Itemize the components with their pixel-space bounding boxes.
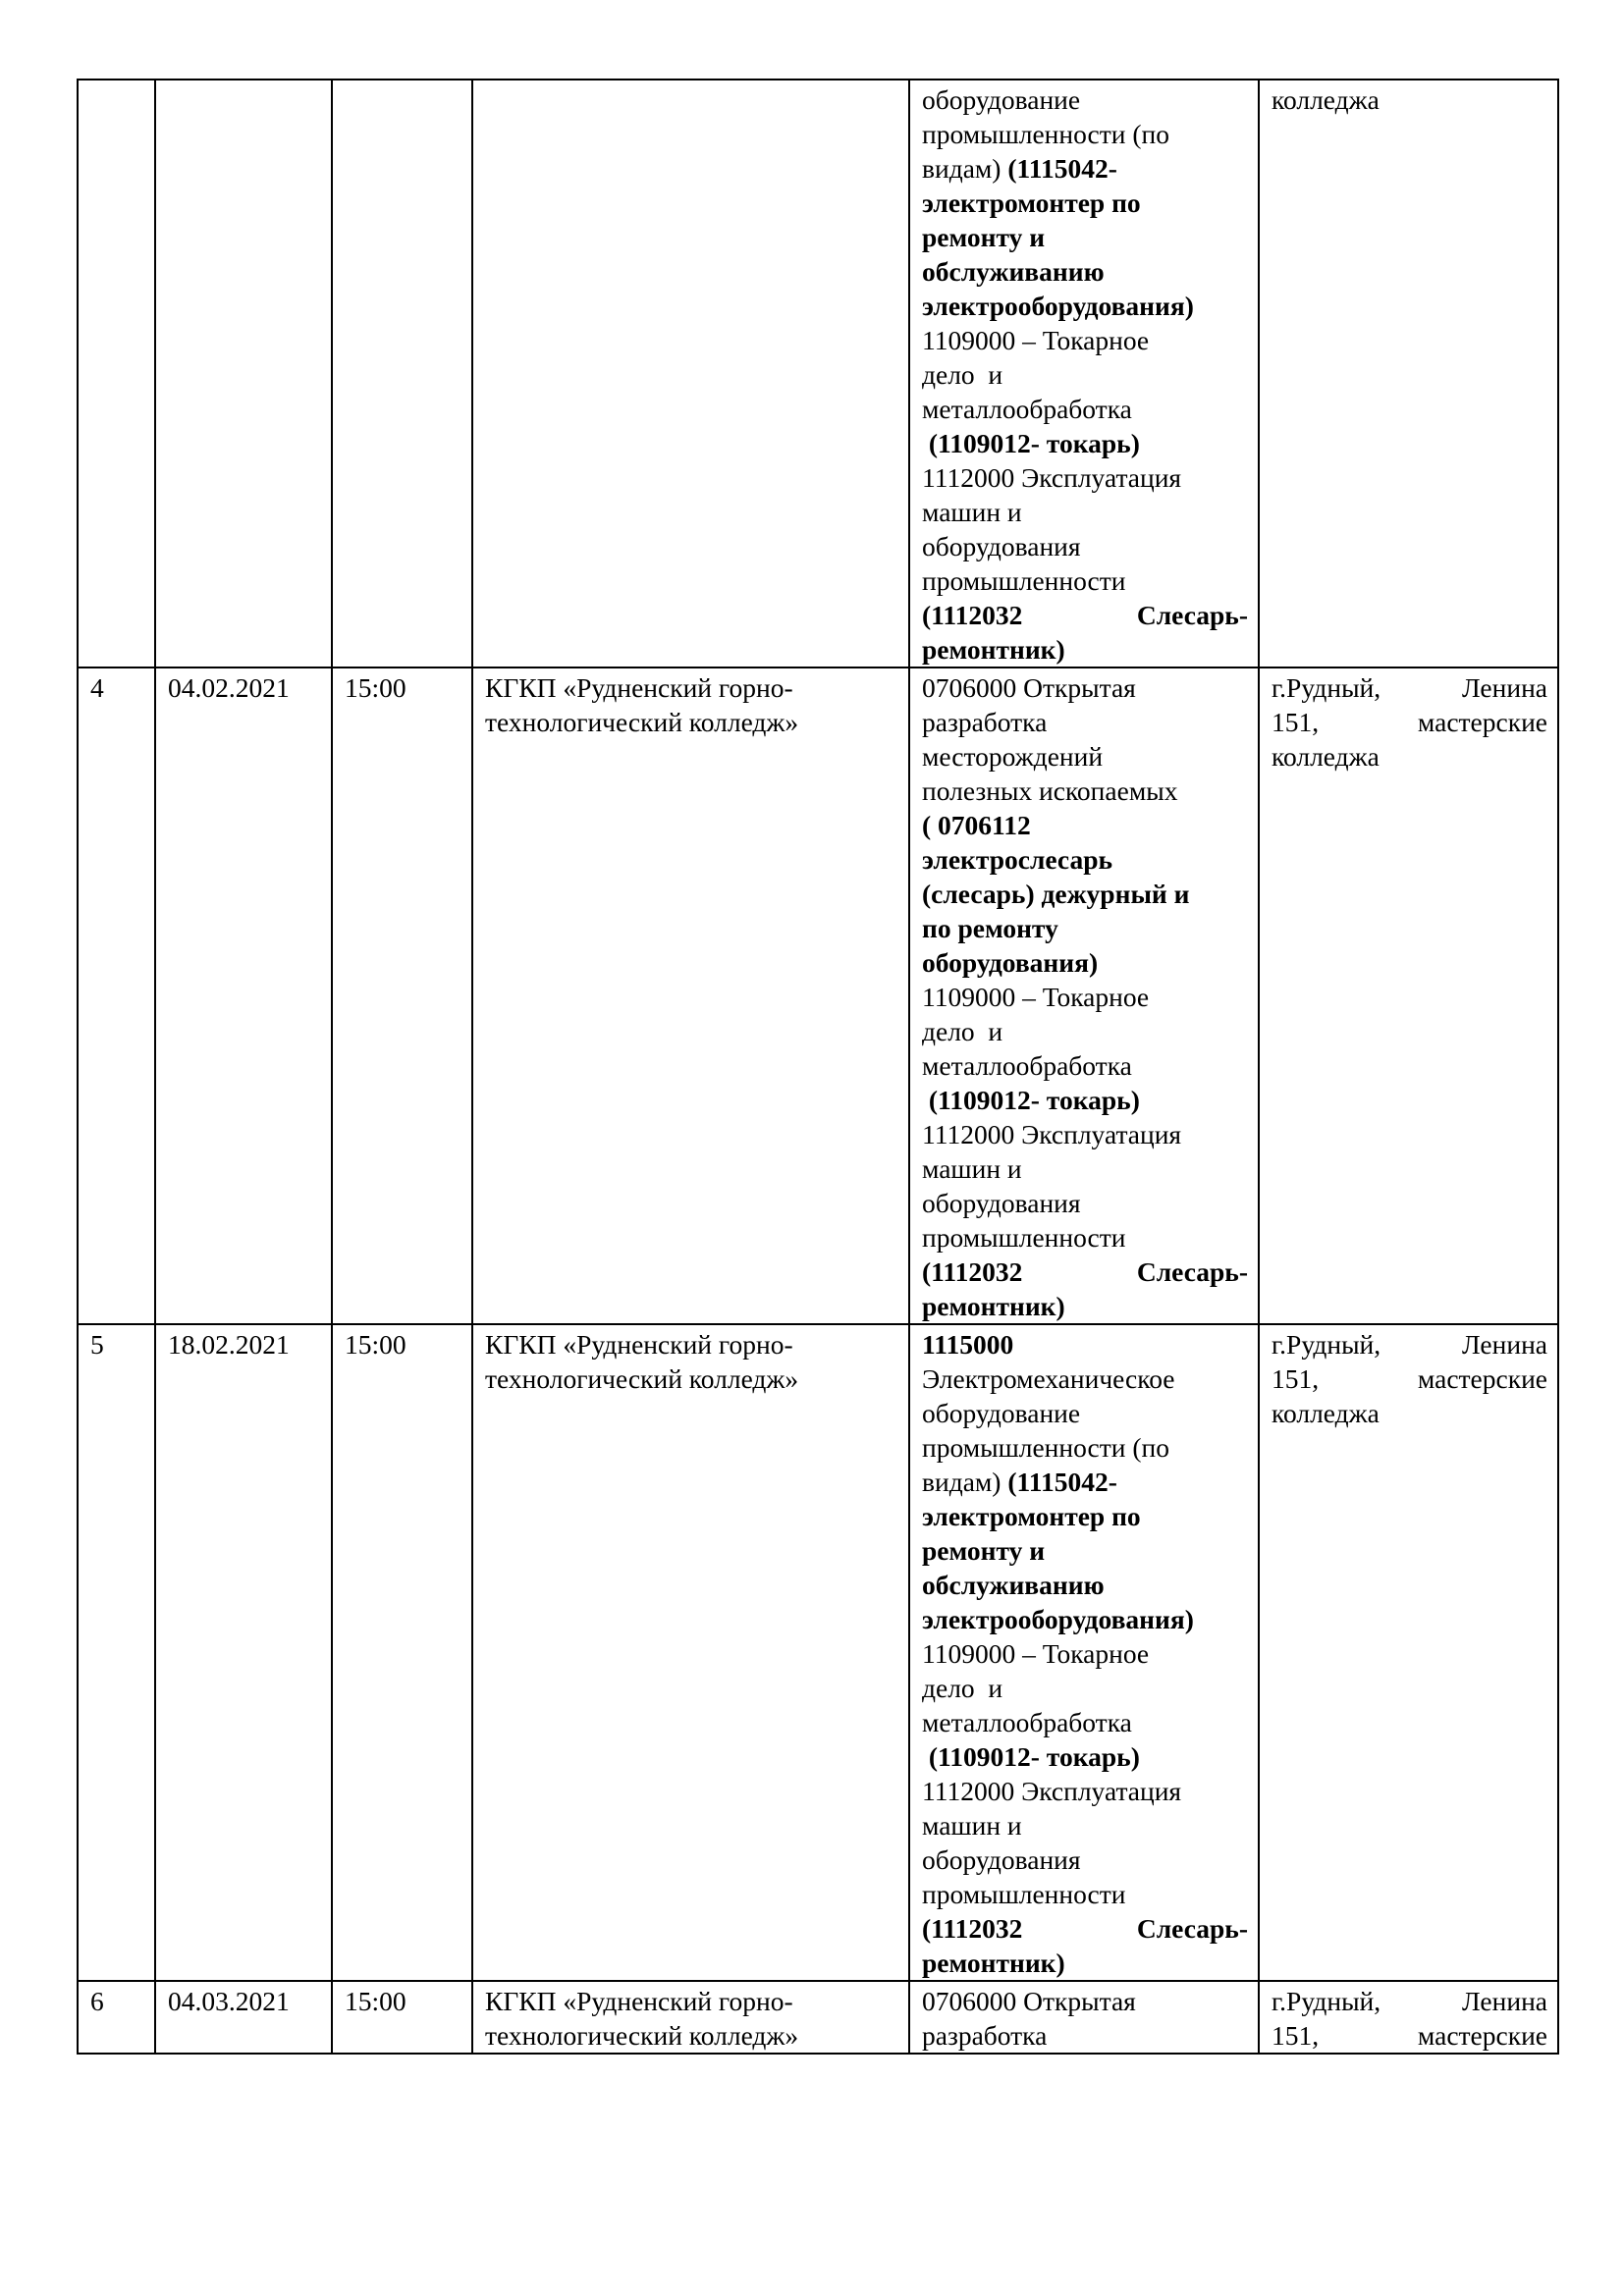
specialty-line-text: по ремонту (922, 913, 1058, 943)
specialty-line (922, 1946, 1248, 1980)
specialty-line-text: оборудование (922, 84, 1081, 115)
specialty-line (922, 1327, 1248, 1362)
specialty-line-code: (1115042- (1007, 1467, 1117, 1497)
specialty-line-text: 1109000 – Токарное (922, 982, 1150, 1012)
specialty-line-text: ремонту и (922, 1535, 1046, 1566)
specialty-line-text: дело и (922, 359, 1003, 390)
specialty-cell (909, 80, 1259, 667)
specialty-line (922, 739, 1248, 774)
specialty-line-text: ( 0706112 (922, 810, 1031, 840)
specialty-line-text: видам) (922, 153, 1008, 184)
specialty-line-text: промышленности (922, 1879, 1126, 1909)
specialty-line-text: (1109012- токарь) (922, 428, 1140, 458)
location-line: колледжа (1272, 84, 1380, 115)
specialty-line-text: 1115000 (922, 1329, 1014, 1360)
specialty-line (922, 1430, 1248, 1465)
specialty-line-text: металлообработка (922, 394, 1132, 424)
specialty-cell (909, 1981, 1259, 2054)
table-row (78, 1324, 1558, 1981)
specialty-line-text: (1112032 Слесарь- (922, 1913, 1248, 1944)
specialty-line-text: ремонтник) (922, 634, 1065, 665)
specialty-line-text: электрооборудования) (922, 1604, 1194, 1634)
specialty-line (922, 1602, 1248, 1636)
date-cell: 04.03.2021 (155, 1981, 332, 2054)
specialty-line (922, 1083, 1248, 1117)
specialty-line-text: промышленности (922, 1222, 1126, 1253)
specialty-line (922, 842, 1248, 877)
specialty-line-text: машин и (922, 1153, 1022, 1184)
specialty-line (922, 1877, 1248, 1911)
specialty-line (922, 980, 1248, 1014)
specialty-line (922, 1362, 1248, 1396)
specialty-line (922, 670, 1248, 705)
specialty-line (922, 1636, 1248, 1671)
time-cell: 15:00 (332, 1981, 472, 2054)
specialty-line-text: оборудования (922, 531, 1081, 561)
specialty-line (922, 323, 1248, 357)
specialty-line (922, 1774, 1248, 1808)
specialty-line (922, 1808, 1248, 1842)
specialty-line (922, 598, 1248, 632)
specialty-line-text: 1112000 Эксплуатация (922, 1119, 1182, 1149)
exam-schedule-table (77, 79, 1559, 2055)
specialty-line (922, 1984, 1248, 2018)
specialty-line-text: 1112000 Эксплуатация (922, 462, 1182, 493)
specialty-line-text: 1109000 – Токарное (922, 325, 1150, 355)
specialty-line-text: металлообработка (922, 1050, 1132, 1081)
location-cell (1259, 80, 1558, 667)
location-line: колледжа (1272, 1398, 1380, 1428)
date-cell: 04.02.2021 (155, 667, 332, 1324)
specialty-line-text: видам) (922, 1467, 1008, 1497)
specialty-line-code: (1115042- (1007, 153, 1117, 184)
table-row (78, 1981, 1558, 2054)
specialty-line (922, 1499, 1248, 1533)
specialty-line (922, 808, 1248, 842)
location-cell (1259, 1324, 1558, 1981)
specialty-line-text: электромонтер по (922, 1501, 1141, 1531)
specialty-line (922, 1671, 1248, 1705)
location-line: 151, мастерские (1272, 1363, 1547, 1394)
specialty-line-text: Электромеханическое (922, 1363, 1175, 1394)
organization-cell (472, 80, 909, 667)
specialty-line-text: электрослесарь (922, 844, 1113, 875)
specialty-cell (909, 667, 1259, 1324)
specialty-line-text: электрооборудования) (922, 291, 1194, 321)
time-cell: 15:00 (332, 667, 472, 1324)
specialty-line (922, 495, 1248, 529)
specialty-line (922, 151, 1248, 186)
row-number-cell: 5 (78, 1324, 155, 1981)
time-cell: 15:00 (332, 1324, 472, 1981)
specialty-line (922, 1255, 1248, 1289)
row-number-cell (78, 80, 155, 667)
specialty-line-text: оборудование (922, 1398, 1081, 1428)
organization-cell: КГКП «Рудненский горно-технологический колледж» (472, 1981, 909, 2054)
location-line: г.Рудный, Ленина (1272, 1986, 1547, 2016)
specialty-line (922, 877, 1248, 911)
specialty-line (922, 563, 1248, 598)
row-number-cell: 4 (78, 667, 155, 1324)
specialty-line-text: промышленности (по (922, 119, 1169, 149)
specialty-line (922, 392, 1248, 426)
specialty-line (922, 1117, 1248, 1151)
table-row (78, 80, 1558, 667)
specialty-line-text: оборудования) (922, 947, 1099, 978)
specialty-line (922, 1842, 1248, 1877)
specialty-line-text: разработка (922, 707, 1048, 737)
schedule-body (78, 80, 1558, 2054)
location-line: колледжа (1272, 741, 1380, 772)
specialty-line (922, 186, 1248, 220)
specialty-line (922, 1739, 1248, 1774)
specialty-line-text: 1112000 Эксплуатация (922, 1776, 1182, 1806)
specialty-cell (909, 1324, 1259, 1981)
specialty-line (922, 1289, 1248, 1323)
specialty-line (922, 460, 1248, 495)
location-line: 151, мастерские (1272, 707, 1547, 737)
specialty-line-text: разработка (922, 2020, 1048, 2051)
specialty-line (922, 426, 1248, 460)
specialty-line (922, 1014, 1248, 1048)
specialty-line (922, 254, 1248, 289)
specialty-line-text: ремонтник) (922, 1291, 1065, 1321)
specialty-line (922, 1705, 1248, 1739)
time-cell (332, 80, 472, 667)
specialty-line (922, 632, 1248, 667)
specialty-line-text: промышленности (по (922, 1432, 1169, 1463)
date-cell (155, 80, 332, 667)
specialty-line (922, 289, 1248, 323)
specialty-line-text: (1109012- токарь) (922, 1085, 1140, 1115)
organization-cell: КГКП «Рудненский горно-технологический колледж» (472, 1324, 909, 1981)
specialty-line-text: ремонту и (922, 222, 1046, 252)
specialty-line (922, 1186, 1248, 1220)
specialty-line-text: оборудования (922, 1844, 1081, 1875)
organization-cell: КГКП «Рудненский горно-технологический колледж» (472, 667, 909, 1324)
specialty-line (922, 1048, 1248, 1083)
specialty-line-text: 0706000 Открытая (922, 1986, 1136, 2016)
specialty-line-text: (1109012- токарь) (922, 1741, 1140, 1772)
specialty-line (922, 1911, 1248, 1946)
specialty-line-text: (слесарь) дежурный и (922, 879, 1190, 909)
specialty-line-text: (1112032 Слесарь- (922, 1256, 1248, 1287)
specialty-line (922, 1396, 1248, 1430)
specialty-line-text: дело и (922, 1673, 1003, 1703)
specialty-line-text: оборудования (922, 1188, 1081, 1218)
specialty-line (922, 220, 1248, 254)
specialty-line (922, 945, 1248, 980)
specialty-line-text: (1112032 Слесарь- (922, 600, 1248, 630)
row-number-cell: 6 (78, 1981, 155, 2054)
specialty-line (922, 529, 1248, 563)
specialty-line-text: ремонтник) (922, 1948, 1065, 1978)
specialty-line-text: обслуживанию (922, 1570, 1105, 1600)
specialty-line (922, 1220, 1248, 1255)
specialty-line (922, 357, 1248, 392)
specialty-line-text: полезных ископаемых (922, 775, 1178, 806)
table-row (78, 667, 1558, 1324)
specialty-line-text: машин и (922, 1810, 1022, 1841)
specialty-line-text: электромонтер по (922, 187, 1141, 218)
specialty-line (922, 1568, 1248, 1602)
specialty-line-text: дело и (922, 1016, 1003, 1046)
specialty-line-text: машин и (922, 497, 1022, 527)
date-cell: 18.02.2021 (155, 1324, 332, 1981)
specialty-line (922, 1151, 1248, 1186)
location-line: г.Рудный, Ленина (1272, 672, 1547, 703)
specialty-line-text: обслуживанию (922, 256, 1105, 287)
specialty-line-text: месторождений (922, 741, 1104, 772)
specialty-line (922, 1533, 1248, 1568)
specialty-line (922, 117, 1248, 151)
location-cell (1259, 667, 1558, 1324)
specialty-line (922, 705, 1248, 739)
specialty-line-text: металлообработка (922, 1707, 1132, 1737)
specialty-line-text: 0706000 Открытая (922, 672, 1136, 703)
location-line: 151, мастерские (1272, 2020, 1547, 2051)
location-cell (1259, 1981, 1558, 2054)
specialty-line (922, 1465, 1248, 1499)
specialty-line-text: промышленности (922, 565, 1126, 596)
specialty-line (922, 2018, 1248, 2053)
specialty-line-text: 1109000 – Токарное (922, 1638, 1150, 1669)
specialty-line (922, 911, 1248, 945)
location-line: г.Рудный, Ленина (1272, 1329, 1547, 1360)
specialty-line (922, 82, 1248, 117)
specialty-line (922, 774, 1248, 808)
